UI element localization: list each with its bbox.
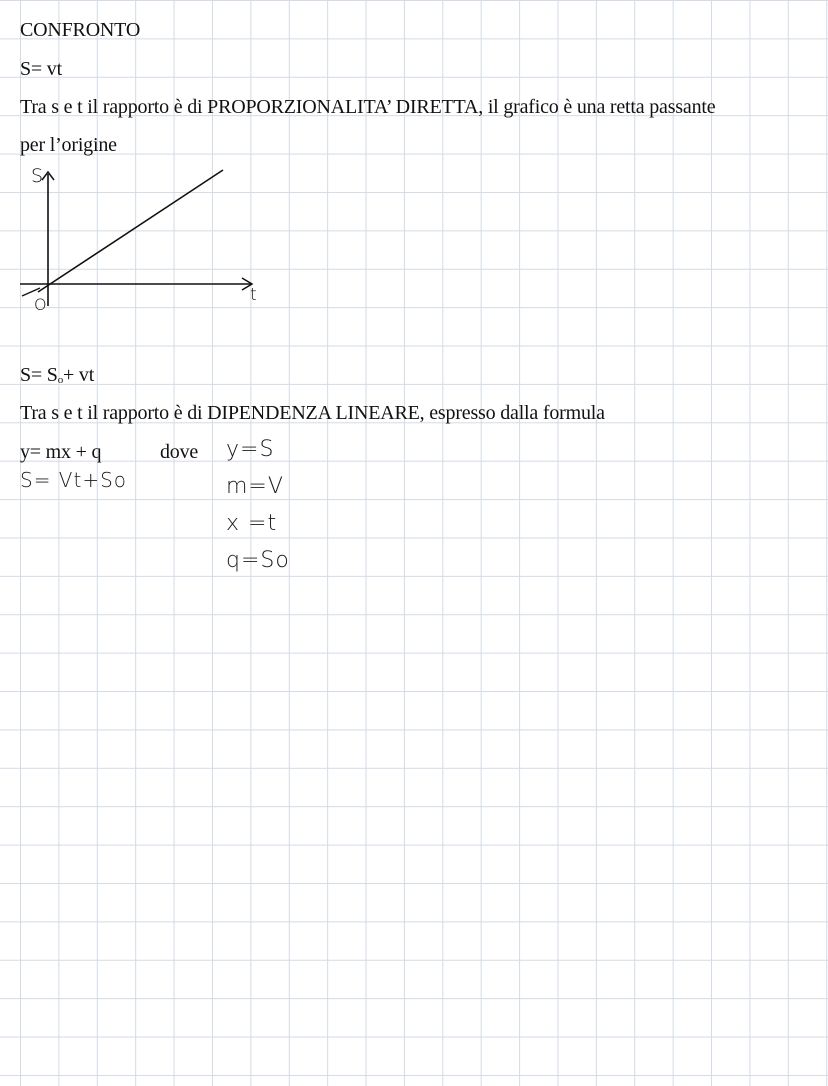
formula2-subscript: o: [57, 374, 64, 386]
general-linear-formula: y= mx + q: [20, 441, 102, 463]
formula-s-vt: S= vt: [20, 58, 62, 80]
origin-label: O: [34, 295, 47, 314]
paragraph-2: Tra s e t il rapporto è di DIPENDENZA LINEARE, espresso dalla formula: [20, 402, 605, 424]
handwritten-formula: S= Vt+So: [20, 468, 128, 492]
dove-label: dove: [160, 441, 199, 463]
mapping-x: x =t: [226, 511, 278, 536]
proportionality-graph: [14, 158, 274, 323]
formula2-prefix: S= S: [20, 364, 58, 386]
mapping-m: m=V: [226, 474, 284, 499]
x-axis-label: t: [250, 285, 257, 305]
mapping-y: y=S: [226, 437, 275, 462]
proportional-line: [38, 170, 223, 292]
mapping-q: q=So: [226, 548, 290, 573]
paragraph-1-line-1: Tra s e t il rapporto è di PROPORZIONALITA’ DIRETTA, il grafico è una retta passante: [20, 96, 716, 118]
y-axis-label: S: [31, 165, 44, 187]
formula2-suffix: + vt: [63, 364, 95, 386]
paragraph-1-line-2: per l’origine: [20, 134, 117, 156]
formula-s-s0-vt: [20, 363, 94, 392]
title: CONFRONTO: [20, 19, 141, 41]
